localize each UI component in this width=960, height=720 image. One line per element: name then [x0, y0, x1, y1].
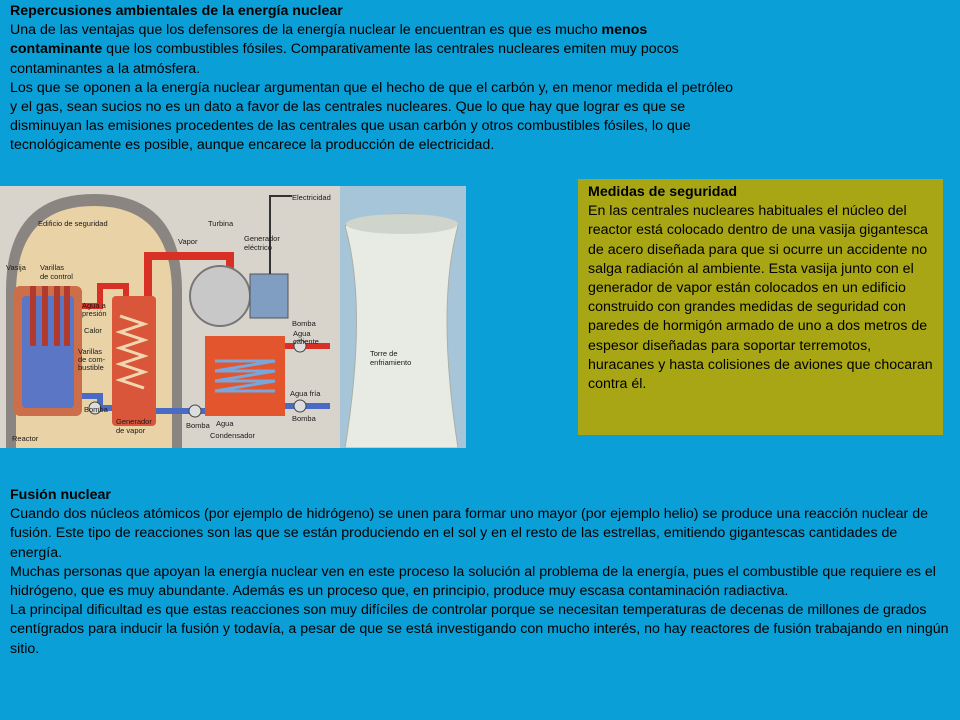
label-generador-2: eléctrico [244, 243, 272, 252]
control-rod [54, 286, 60, 346]
fusion-title: Fusión nuclear [10, 487, 111, 503]
environmental-paragraph-2: Los que se oponen a la energía nuclear argumentan que el hecho de que el carbón y, en menor medida el petróleo y el gas, sean sucios no es un dato a favor de las centrales nucleares. Que lo que hay que lograr es que se disminuyan las emisiones procedentes de las centrales que usan carbón y otros combustibles fósiles, lo que tecnológicamente es posible, aunque encarece la producción de electricidad. [10, 79, 734, 154]
pump-icon [189, 405, 201, 417]
label-generador-1: Generador [244, 234, 280, 243]
label-turbina: Turbina [208, 219, 234, 228]
label-varillas-control-2: de control [40, 272, 73, 281]
environmental-paragraph-1 [10, 21, 740, 79]
fusion-section [10, 486, 952, 659]
label-agua-caliente-2: caliente [293, 337, 319, 346]
fusion-paragraph-3: La principal dificultad es que estas reacciones son muy difíciles de controlar porque se necesitan temperaturas de decenas de millones de grados centígrados para inducir la fusión y todavía, a pesar de que se está investigando con mucho interés, no hay reactores de fusión trabajando en ningún sitio. [10, 602, 949, 657]
label-reactor: Reactor [12, 434, 39, 443]
label-agua-presion-2: presión [82, 309, 107, 318]
label-agua: Agua [216, 419, 234, 428]
control-rod [30, 286, 36, 346]
label-gen-vapor-2: de vapor [116, 426, 146, 435]
fusion-paragraph-2: Muchas personas que apoyan la energía nuclear ven en este proceso la solución al problema de la energía, pues el combustible que requiere es el hidrógeno, que es muy abundante. Además es un proceso que, en principio, produce muy escasa contaminación radiactiva. [10, 563, 936, 600]
label-varillas-comb-3: bustible [78, 363, 104, 372]
pump-icon [294, 400, 306, 412]
emphasis-text: menos contaminante [10, 22, 648, 58]
control-rod [64, 286, 70, 346]
label-agua-fria: Agua fría [290, 389, 321, 398]
fusion-paragraph-1: Cuando dos núcleos atómicos (por ejemplo de hidrógeno) se unen para formar uno mayor (por ejemplo helio) se produce una reacción nuclear de fusión. Este tipo de reacciones son las que se están produciendo en el sol y en el resto de las estrellas, emitiendo gigantescas cantidades de energía. [10, 506, 928, 561]
label-agua-presion-1: Agua a [82, 301, 106, 310]
label-calor: Calor [84, 326, 102, 335]
cooling-tower-top [346, 214, 458, 234]
label-vapor: Vapor [178, 237, 198, 246]
safety-measures-box [578, 179, 943, 435]
environmental-title: Repercusiones ambientales de la energía nuclear [10, 3, 343, 19]
control-rod [42, 286, 48, 346]
label-bomba-3: Bomba [186, 421, 210, 430]
cooling-tower [345, 214, 458, 448]
label-torre-1: Torre de [370, 349, 398, 358]
steam-generator [112, 296, 156, 426]
turbine [190, 266, 250, 326]
label-varillas-comb-1: Varillas [78, 347, 103, 356]
label-condensador: Condensador [210, 431, 256, 440]
label-electricidad: Electricidad [292, 193, 331, 202]
label-vasija: Vasija [6, 263, 26, 272]
label-agua-caliente-1: Agua [293, 329, 311, 338]
label-bomba-4: Bomba [292, 414, 316, 423]
paragraph-text: que los combustibles fósiles. Comparativamente las centrales nucleares emiten muy pocos contaminantes a la atmósfera. [10, 41, 679, 77]
label-bomba-2: Bomba [292, 319, 316, 328]
label-bomba-1: Bomba [84, 405, 108, 414]
safety-title: Medidas de seguridad [588, 184, 738, 200]
paragraph-text: Una de las ventajas que los defensores de la energía nuclear le encuentran es que es mucho [10, 22, 602, 39]
safety-body: En las centrales nucleares habituales el núcleo del reactor está colocado dentro de una vasija gigantesca de acero diseñada para que si ocurre un accidente no salga radiación al ambiente. Esta vasija junto con el generador de vapor están colocados en un edificio construido con grandes medidas de seguridad con paredes de hormigón armado de uno a dos metros de espesor diseñadas para soportar terremotos, huracanes y hasta colisiones de aviones que chocaran contra él. [588, 203, 933, 393]
label-varillas-control-1: Varillas [40, 263, 65, 272]
label-gen-vapor-1: Generador [116, 417, 152, 426]
label-edificio: Edificio de seguridad [38, 219, 108, 228]
nuclear-plant-diagram [0, 186, 466, 448]
environmental-section [10, 2, 740, 156]
electric-generator [250, 274, 288, 318]
label-varillas-comb-2: de com- [78, 355, 106, 364]
label-torre-2: enfriamiento [370, 358, 412, 367]
nuclear-plant-illustration [0, 186, 466, 448]
